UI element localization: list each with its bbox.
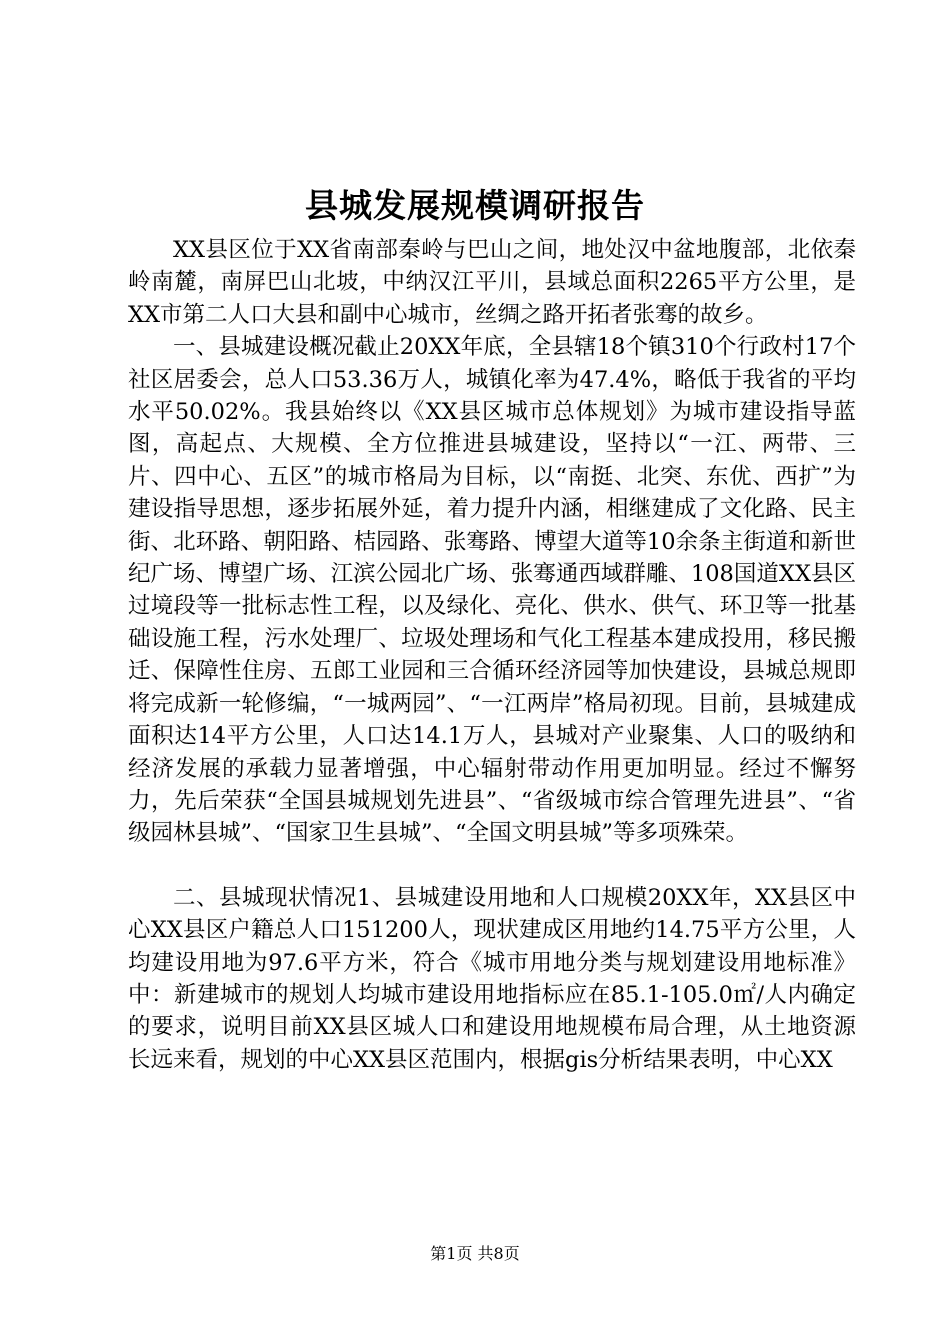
document-title: 县城发展规模调研报告 [305,186,645,225]
paragraph-section-one: 一、县城建设概况截止20XX年底，全县辖18个镇310个行政村17个社区居委会，总人口53.36万人，城镇化率为47.4%，略低于我省的平均水平50.02%。我县始终以《XX县区城市总体规划》为城市建设指导蓝图，高起点、大规模、全方位推进县城建设，坚持以“一江、两带、三片、四中心、五区”的城市格局为目标，以“南挺、北突、东优、西扩”为建设指导思想，逐步拓展外延，着力提升内涵，相继建成了文化路、民主街、北环路、朝阳路、桔园路、张骞路、博望大道等10余条主街道和新世纪广场、博望广场、江滨公园北广场、张骞通西域群雕、108国道XX县区过境段等一批标志性工程，以及绿化、亮化、供水、供气、环卫等一批基础设施工程，污水处理厂、垃圾处理场和气化工程基本建成投用，移民搬迁、保障性住房、五郎工业园和三合循环经济园等加快建设，县城总规即将完成新一轮修编，“一城两园”、“一江两岸”格局初现。目前，县城建成面积达14平方公里，人口达14.1万人，县城对产业聚集、人口的吸纳和经济发展的承载力显著增强，中心辐射带动作用更加明显。经过不懈努力，先后荣获“全国县城规划先进县”、“省级城市综合管理先进县”、“省级园林县城”、“国家卫生县城”、“全国文明县城”等多项殊荣。 [128,334,856,847]
paragraph-section-two: 二、县城现状情况1、县城建设用地和人口规模20XX年，XX县区中心XX县区户籍总人口151200人，现状建成区用地约14.75平方公里，人均建设用地为97.6平方米，符合《城市用地分类与规划建设用地标准》中：新建城市的规划人均城市建设用地指标应在85.1-105.0㎡/人内确定的要求，说明目前XX县区城人口和建设用地规模布局合理，从土地资源长远来看，规划的中心XX县区范围内，根据gis分析结果表明，中心XX [128,884,856,1073]
document-body [128,234,856,1076]
paragraph-intro: XX县区位于XX省南部秦岭与巴山之间，地处汉中盆地腹部，北依秦岭南麓，南屏巴山北坡，中纳汉江平川，县域总面积2265平方公里，是XX市第二人口大县和副中心城市，丝绸之路开拓者张骞的故乡。 [128,237,856,328]
page-number-footer: 第1页 共8页 [430,1244,520,1263]
